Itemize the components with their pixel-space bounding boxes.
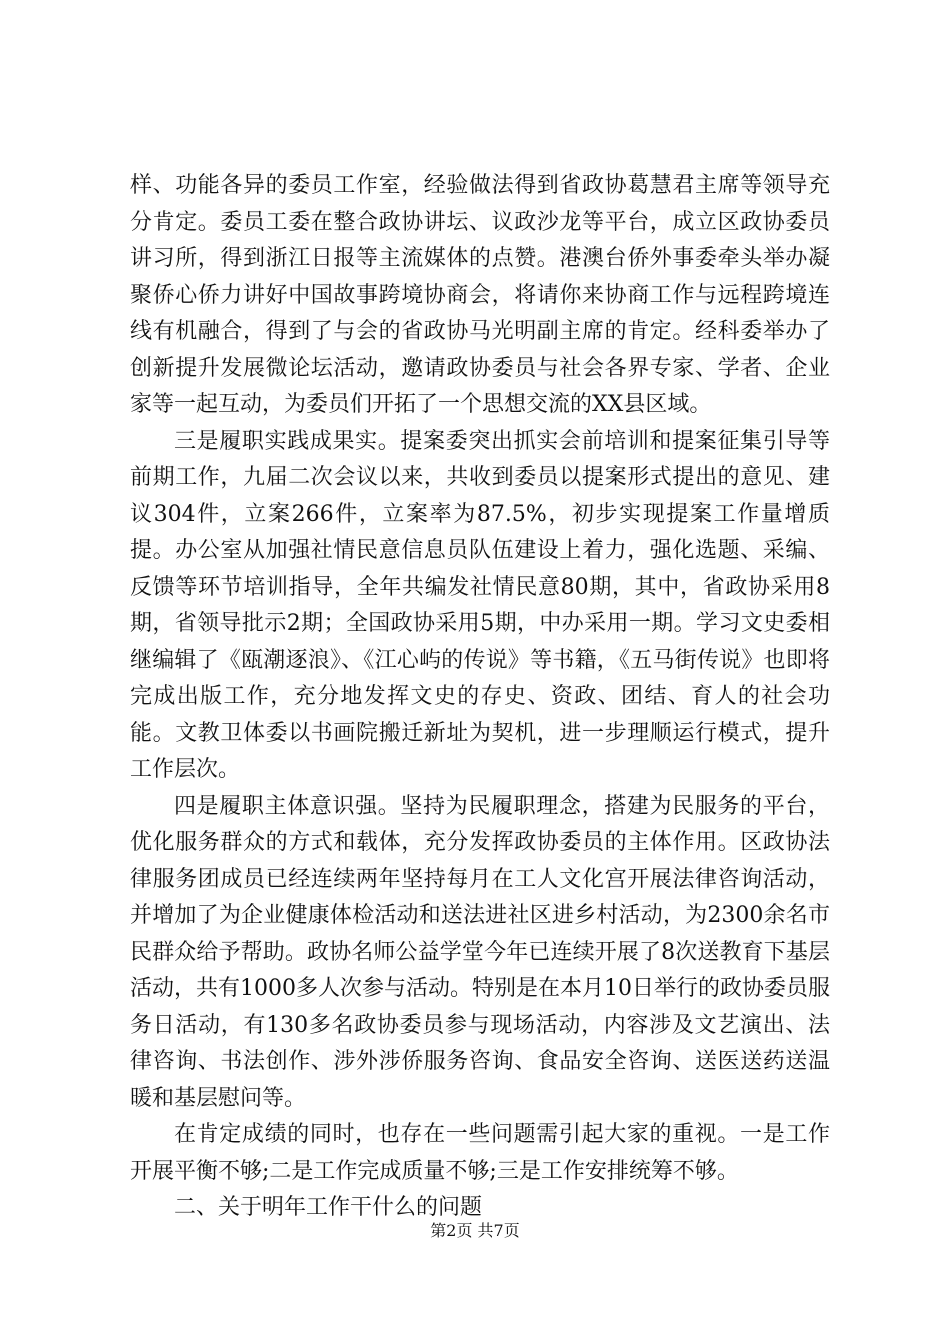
paragraph-continued: 样、功能各异的委员工作室，经验做法得到省政协葛慧君主席等领导充分肯定。委员工委在整合政协讲坛、议政沙龙等平台，成立区政协委员讲习所，得到浙江日报等主流媒体的点赞。港澳台侨外事委牵头举办凝聚侨心侨力讲好中国故事跨境协商会，将请你来协商工作与远程跨境连线有机融合，得到了与会的省政协马光明副主席的肯定。经科委举办了创新提升发展微论坛活动，邀请政协委员与社会各界专家、学者、企业家等一起互动，为委员们开拓了一个思想交流的XX县区域。: [130, 173, 830, 417]
document-body: [130, 168, 830, 1227]
section-heading: 二、关于明年工作干什么的问题: [174, 1195, 483, 1220]
page-number-footer: 第2页 共7页: [430, 1221, 520, 1240]
paragraph-achievements: 三是履职实践成果实。提案委突出抓实会前培训和提案征集引导等前期工作，九届二次会议以来，共收到委员以提案形式提出的意见、建议304件，立案266件，立案率为87.5%，初步实现提案工作量增质提。办公室从加强社情民意信息员队伍建设上着力，强化选题、采编、反馈等环节培训指导，全年共编发社情民意80期，其中，省政协采用8期，省领导批示2期；全国政协采用5期，中办采用一期。学习文史委相继编辑了《瓯潮逐浪》、《江心屿的传说》等书籍，《五马街传说》也即将完成出版工作，充分地发挥文史的存史、资政、团结、育人的社会功能。文教卫体委以书画院搬迁新址为契机，进一步理顺运行模式，提升工作层次。: [130, 428, 830, 782]
paragraph-problems: 在肯定成绩的同时，也存在一些问题需引起大家的重视。一是工作开展平衡不够;二是工作完成质量不够;三是工作安排统筹不够。: [130, 1122, 830, 1184]
paragraph-subject-awareness: 四是履职主体意识强。坚持为民履职理念，搭建为民服务的平台，优化服务群众的方式和载体，充分发挥政协委员的主体作用。区政协法律服务团成员已经连续两年坚持每月在工人文化宫开展法律咨询活动，并增加了为企业健康体检活动和送法进社区进乡村活动，为2300余名市民群众给予帮助。政协名师公益学堂今年已连续开展了8次送教育下基层活动，共有1000多人次参与活动。特别是在本月10日举行的政协委员服务日活动，有130多名政协委员参与现场活动，内容涉及文艺演出、法律咨询、书法创作、涉外涉侨服务咨询、食品安全咨询、送医送药送温暖和基层慰问等。: [130, 793, 830, 1111]
